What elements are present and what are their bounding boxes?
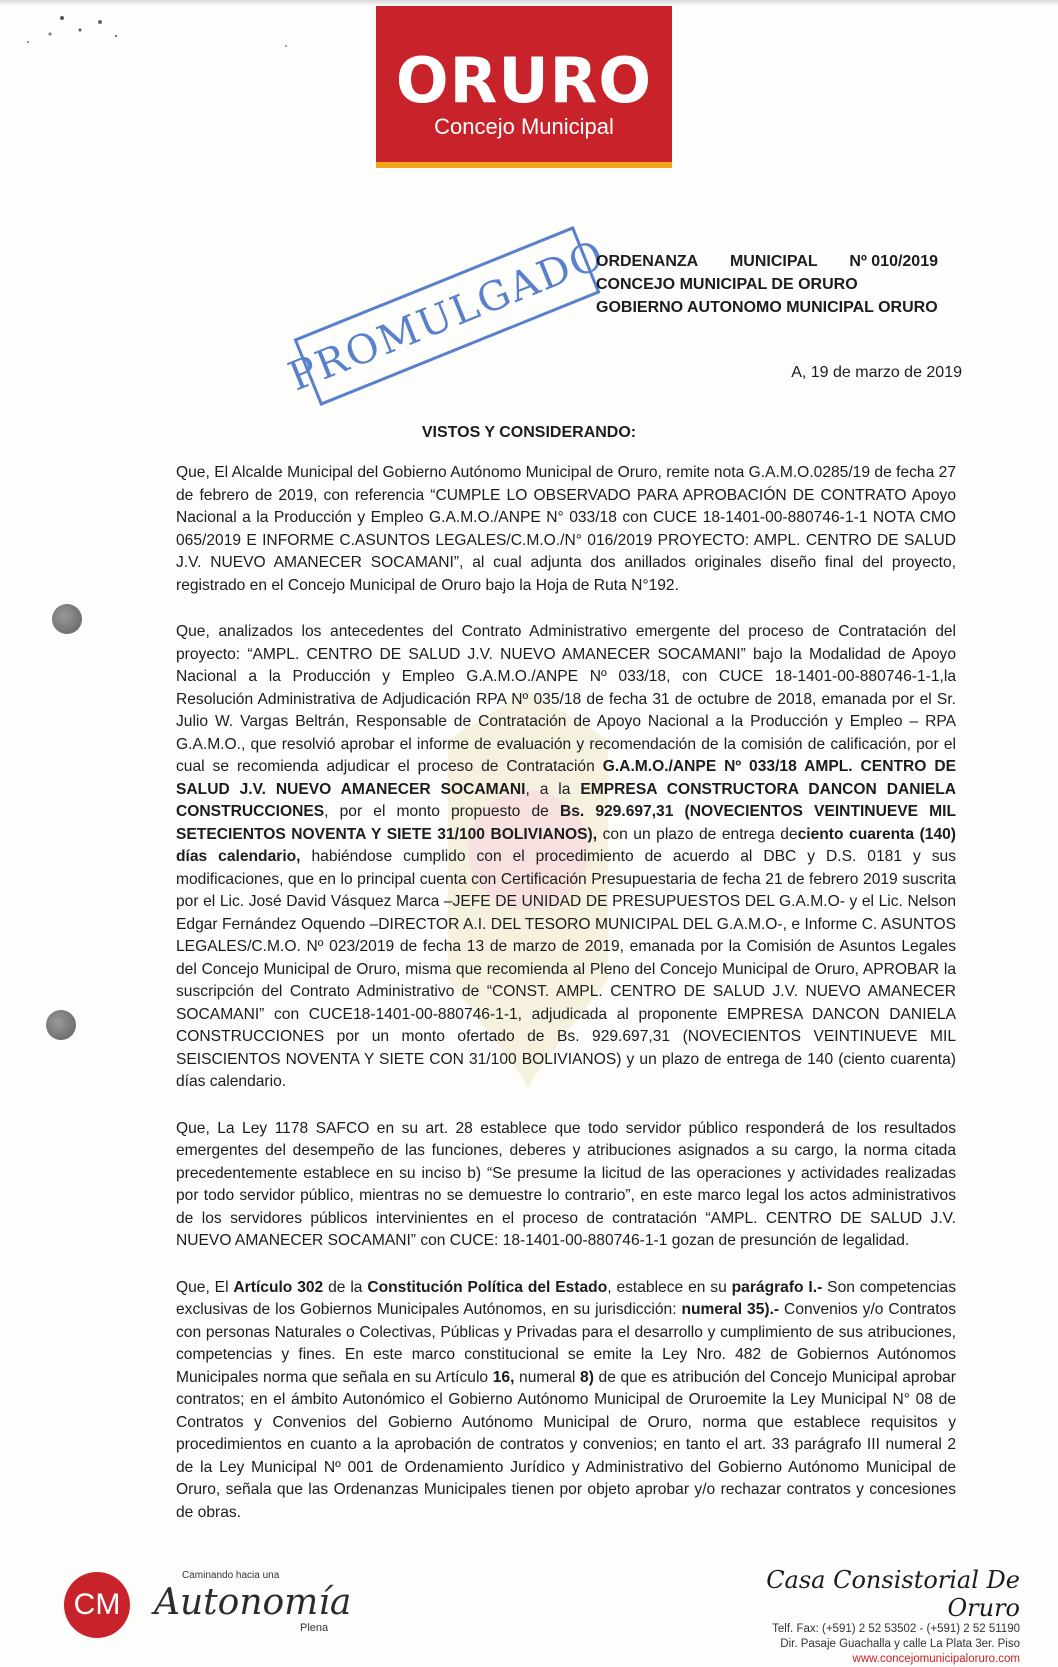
- section-title: VISTOS Y CONSIDERANDO:: [421, 424, 637, 441]
- paragraph-1: Que, El Alcalde Municipal del Gobierno Autónomo Municipal de Oruro, remite nota G.A.M.O.0285/19 de fecha 27 de febrero de 2019, con referencia “CUMPLE LO OBSERVADO PARA APROBACIÓN DE CONTRATO Apoyo Nacional a la Producción y Empleo G.A.M.O./ANPE N° 033/18 con CUCE 18-1401-00-880746-1-1 NOTA CMO 065/2019 E INFORME C.ASUNTOS LEGALES/C.M.O./N° 016/2019 PROYECTO: AMPL. CENTRO DE SALUD J.V. NUEVO AMANECER SOCAMANI”, al cual adjunta dos anillados originales diseño final del proyecto, registrado en el Concejo Municipal de Oruro bajo la Hoja de Ruta N°192.: [176, 464, 956, 594]
- contact-website[interactable]: www.concejomunicipaloruro.com: [852, 1653, 1020, 1665]
- logo-subtitle: Concejo Municipal: [434, 114, 614, 139]
- ordinance-header: [596, 250, 996, 319]
- stamp-text: PROMULGADO: [282, 231, 612, 401]
- punch-hole-top: [52, 604, 82, 634]
- slogan-bottom: Plena: [300, 1622, 329, 1634]
- cm-circle: CM: [64, 1572, 130, 1638]
- punch-hole-bottom: [46, 1010, 76, 1040]
- promulgado-stamp: [282, 226, 612, 406]
- paragraph-4: Que, El Artículo 302 de la Constitución Política del Estado, establece en su parágrafo I.- Son competencias exclusivas de los Gobiernos Municipales Autónomos, en su jurisdicción: numeral 35).- Convenios y/o Contratos con personas Naturales o Colectivas, Públicas y Privadas para el desarrollo y cumplimiento de sus atribuciones, competencias y fines. En este marco constitucional se emite la Ley Nro. 482 de Gobiernos Autónomos Municipales norma que señala en su Artículo 16, numeral 8) de que es atribución del Concejo Municipal aprobar contratos; en el ámbito Autonómico el Gobierno Autónomo Municipal de Oruroemite la Ley Municipal N° 08 de Contratos y Convenios del Gobierno Autónomo Municipal de Oruro, norma que establece requisitos y procedimientos en cuanto a la aprobación de contratos y convenios; en tanto el art. 33 parágrafo III numeral 2 de la Ley Municipal Nº 001 de Ordenamiento Jurídico y Administrativo del Gobierno Autónomo Municipal de Oruro, señala que las Ordenanzas Municipales tienen por objeto aprobar y/o rechazar contratos y concesiones de obras.: [176, 1278, 957, 1521]
- municipal-label: MUNICIPAL: [729, 253, 818, 270]
- oruro-logo: [376, 6, 672, 168]
- contact-address: Dir. Pasaje Guachalla y calle La Plata 3er. Piso: [780, 1638, 1020, 1650]
- ordenanza-label: ORDENANZA: [596, 253, 699, 270]
- ordinance-number-row: [596, 250, 938, 273]
- ordinance-number: Nº 010/2019: [849, 253, 938, 270]
- scan-specks: [0, 0, 320, 60]
- cm-autonomia-logo: [64, 1568, 352, 1638]
- casa-consistorial: Casa Consistorial De Oruro: [766, 1566, 1020, 1622]
- slogan-top: Caminando hacia una: [182, 1570, 280, 1581]
- logo-word: ORURO: [395, 44, 653, 117]
- contact-block: [700, 1566, 1020, 1667]
- paragraph-3: Que, La Ley 1178 SAFCO en su art. 28 establece que todo servidor público responderá de los resultados emergentes del desempeño de las funciones, deberes y atribuciones asignados a su cargo, la norma citada precedentemente establece en su inciso b) “Se presume la licitud de las operaciones y actividades realizadas por todo servidor público, mientras no se demuestre lo contrario”, en este marco legal los actos administrativos de los servidores públicos intervinientes en el proceso de contratación “AMPL. CENTRO DE SALUD J.V. NUEVO AMANECER SOCAMANI” con CUCE: 18-1401-00-880746-1-1 gozan de presunción de legalidad.: [176, 1119, 956, 1249]
- document-date: A, 19 de marzo de 2019: [791, 364, 962, 381]
- contact-phone: Telf. Fax: (+591) 2 52 53502 - (+591) 2 52 51190: [772, 1623, 1020, 1635]
- slogan-main: Autonomía: [154, 1582, 352, 1623]
- paragraph-2: Que, analizados los antecedentes del Contrato Administrativo emergente del proceso de Contratación del proyecto: “AMPL. CENTRO DE SALUD J.V. NUEVO AMANECER SOCAMANI” bajo la Modalidad de Apoyo Nacional a la Producción y Empleo G.A.M.O./ANPE Nº 033/18, con CUCE 18-1401-00-880746-1-1,la Resolución Administrativa de Adjudicación RPA Nº 035/18 de fecha 31 de octubre de 2018, emanada por el Sr. Julio W. Vargas Beltrán, Responsable de Contratación de Apoyo Nacional a la Producción y Empleo – RPA G.A.M.O., que resolvió aprobar el informe de evaluación y recomendación de la comisión de calificación, por el cual se recomienda adjudicar el proceso de Contratación G.A.M.O./ANPE Nº 033/18 AMPL. CENTRO DE SALUD J.V. NUEVO AMANECER SOCAMANI, a la EMPRESA CONSTRUCTORA DANCON DANIELA CONSTRUCCIONES, por el monto propuesto de Bs. 929.697,31 (NOVECIENTOS VEINTINUEVE MIL SETECIENTOS NOVENTA Y SIETE 31/100 BOLIVIANOS), con un plazo de entrega deciento cuarenta (140) días calendario, habiéndose cumplido con el procedimiento de acuerdo al DBC y D.S. 0181 y sus modificaciones, que en lo principal cuenta con Certificación Presupuestaria de fecha 21 de febrero 2019 suscrita por el Lic. José David Vásquez Marca –JEFE DE UNIDAD DE PRESUPUESTOS DEL G.A.M.O- y el Lic. Nelson Edgar Fernández Oquendo –DIRECTOR A.I. DEL TESORO MUNICIPAL DEL G.A.M.O-, e Informe C. ASUNTOS LEGALES/C.M.O. Nº 023/2019 de fecha 13 de marzo de 2019, emanada por la Comisión de Asuntos Legales del Concejo Municipal de Oruro, misma que recomienda al Pleno del Concejo Municipal de Oruro, APROBAR la suscripción del Contrato Administrativo de “CONST. AMPL. CENTRO DE SALUD J.V. NUEVO AMANECER SOCAMANI” con CUCE18-1401-00-880746-1-1, adjudicada al proponente EMPRESA DANCON DANIELA CONSTRUCCIONES por un monto ofertado de Bs. 929.697,31 (NOVECIENTOS VEINTINUEVE MIL SEISCIENTOS NOVENTA Y SIETE CON 31/100 BOLIVIANOS) y un plazo de entrega de 140 (ciento cuarenta) días calendario.: [176, 623, 957, 1090]
- header-line-gobierno: GOBIERNO AUTONOMO MUNICIPAL ORURO: [596, 299, 938, 316]
- document-body: [176, 462, 956, 1548]
- header-line-concejo: CONCEJO MUNICIPAL DE ORURO: [596, 276, 858, 293]
